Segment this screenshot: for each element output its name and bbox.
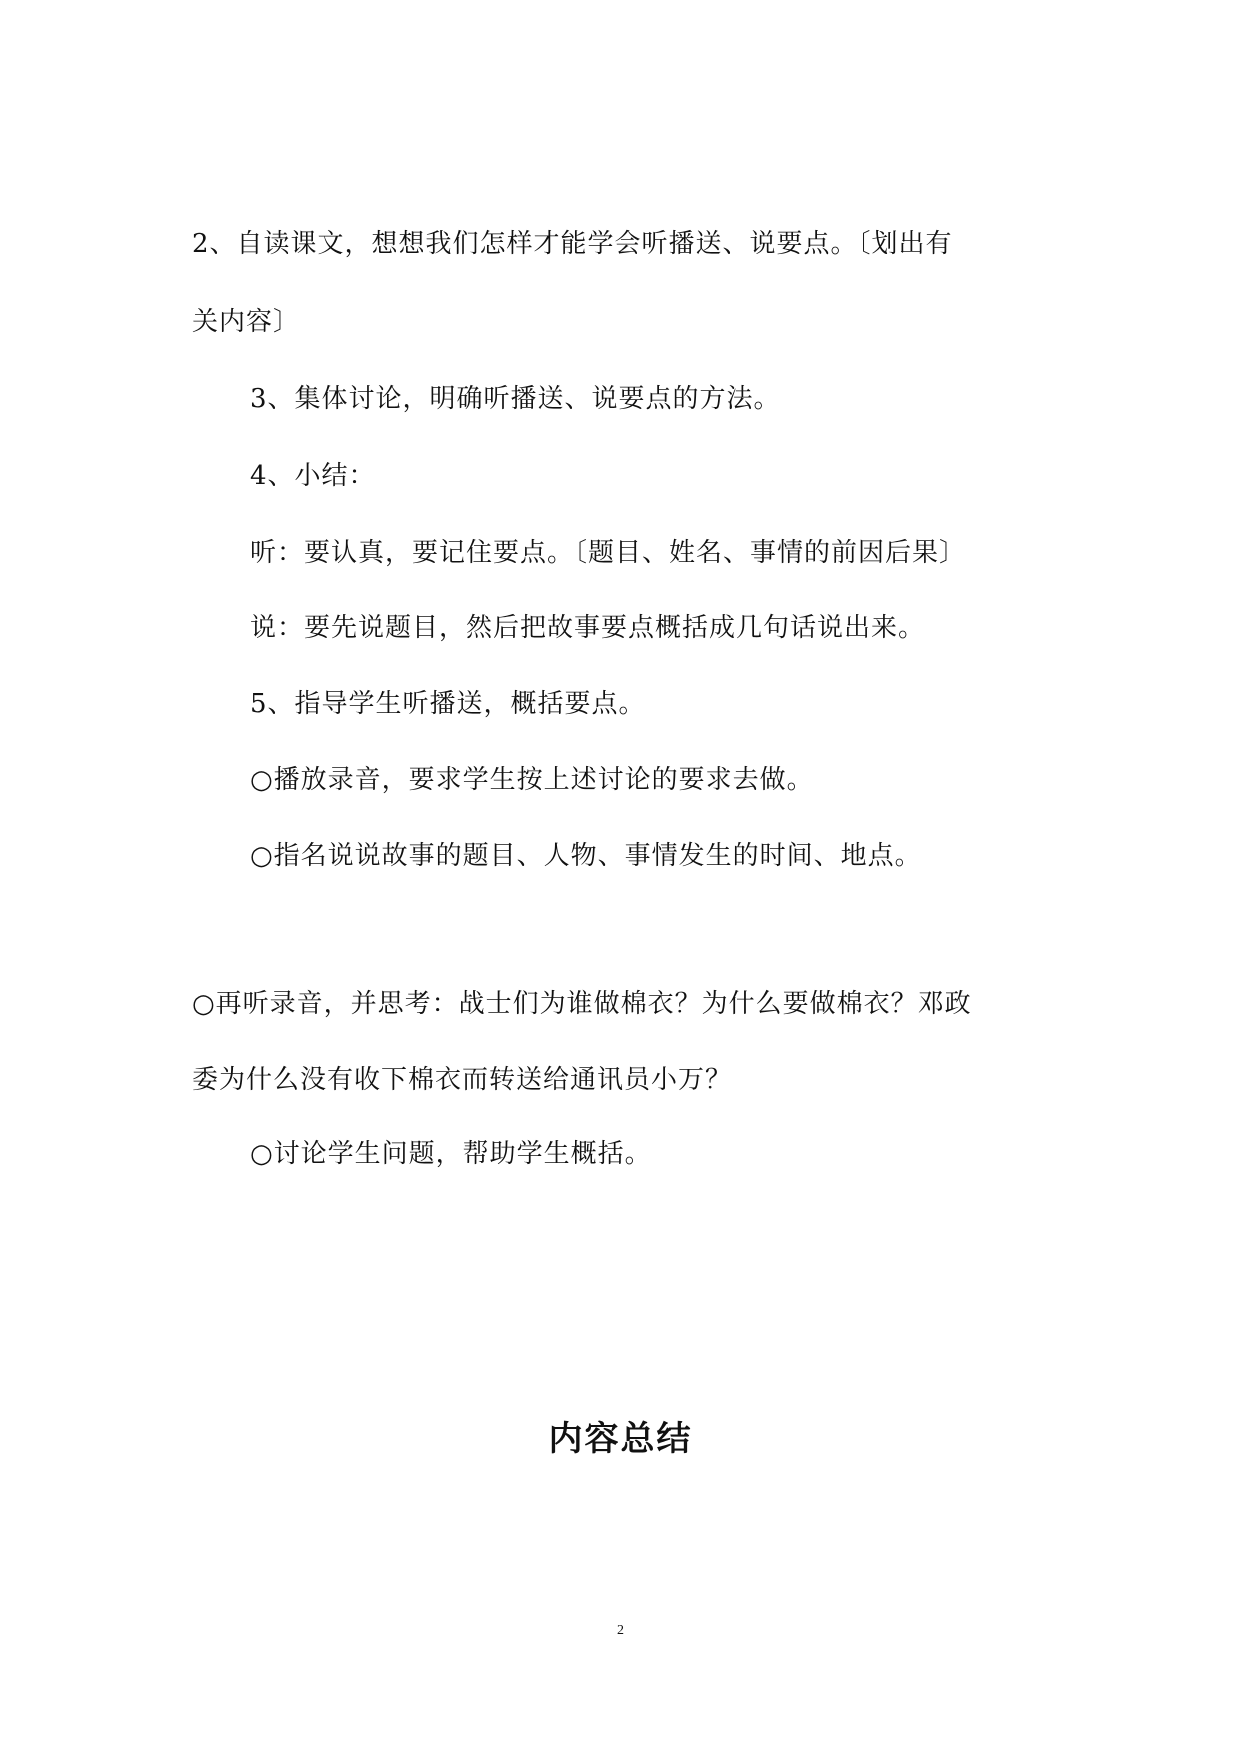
- page-number: 2: [617, 1623, 624, 1638]
- paragraph-line: 听：要认真，要记住要点。〔题目、姓名、事情的前因后果〕: [250, 538, 967, 568]
- paragraph-line: 2、自读课文，想想我们怎样才能学会听播送、说要点。〔划出有: [192, 229, 953, 259]
- paragraph-line: 3、集体讨论，明确听播送、说要点的方法。: [250, 384, 781, 414]
- paragraph-line: 关内容〕: [192, 307, 301, 337]
- paragraph-line: 5、指导学生听播送，概括要点。: [250, 689, 646, 719]
- paragraph-line: 说：要先说题目，然后把故事要点概括成几句话说出来。: [250, 613, 926, 643]
- section-heading: 内容总结: [548, 1419, 693, 1459]
- paragraph-line: 委为什么没有收下棉衣而转送给通讯员小万？: [192, 1065, 733, 1095]
- paragraph-line: 4、小结：: [250, 461, 376, 491]
- list-item: ○播放录音，要求学生按上述讨论的要求去做。: [250, 765, 814, 795]
- list-item: ○指名说说故事的题目、人物、事情发生的时间、地点。: [250, 841, 922, 871]
- list-item: ○再听录音，并思考：战士们为谁做棉衣？为什么要做棉衣？邓政: [192, 989, 972, 1019]
- list-item: ○讨论学生问题，帮助学生概括。: [250, 1139, 652, 1169]
